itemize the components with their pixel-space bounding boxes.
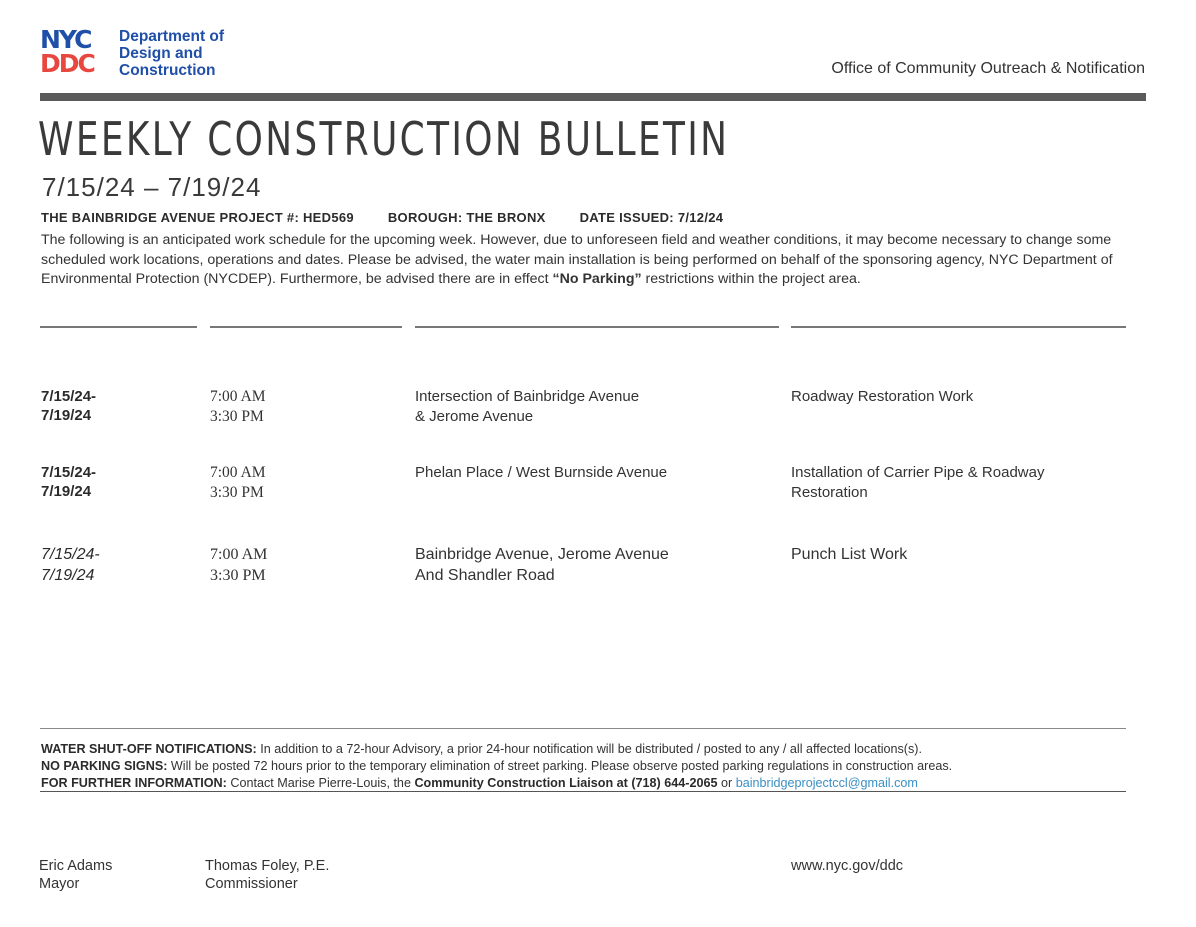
liaison-contact: Community Construction Liaison at (718) 644-2065	[414, 776, 718, 790]
date-start: 7/15/24-	[41, 388, 97, 405]
location-line: Bainbridge Avenue, Jerome Avenue	[415, 546, 669, 563]
work-line: Installation of Carrier Pipe & Roadway	[791, 464, 1045, 481]
footer-mayor	[39, 857, 112, 893]
water-shutoff-notice	[41, 741, 952, 758]
date-end: 7/19/24	[41, 567, 95, 584]
location-line: & Jerome Avenue	[415, 407, 534, 425]
schedule-work	[791, 544, 1121, 565]
date-start: 7/15/24-	[41, 546, 100, 563]
footer-commissioner	[205, 857, 329, 893]
schedule-hours	[210, 387, 266, 427]
mayor-title: Mayor	[39, 876, 80, 892]
schedule-dates	[41, 544, 100, 586]
notices-bottom-divider	[40, 791, 1126, 792]
date-issued: DATE ISSUED: 7/12/24	[579, 210, 724, 225]
location-line: Phelan Place / West Burnside Avenue	[415, 464, 668, 481]
logo-ddc-text: DDC	[40, 49, 94, 78]
schedule-dates	[41, 387, 96, 425]
project-info-line	[41, 210, 753, 225]
logo-mark	[40, 25, 110, 78]
schedule-location	[415, 387, 765, 426]
location-line: Intersection of Bainbridge Avenue	[415, 388, 640, 405]
column-rule-time	[210, 326, 402, 328]
further-info-text: Contact Marise Pierre-Louis, the	[226, 776, 415, 790]
logo-agency-name	[119, 28, 224, 79]
no-parking-notice	[41, 758, 952, 775]
schedule-location	[415, 544, 765, 586]
no-parking-text: Will be posted 72 hours prior to the temporary elimination of street parking. Please observe posted parking regulations in construction areas.	[167, 759, 953, 773]
no-parking-label: NO PARKING SIGNS:	[41, 759, 168, 773]
column-rule-location	[415, 326, 779, 328]
header-divider	[40, 93, 1146, 101]
date-end: 7/19/24	[41, 407, 92, 424]
schedule-location	[415, 463, 765, 483]
schedule-dates	[41, 463, 96, 501]
column-rule-date	[40, 326, 197, 328]
time-end: 3:30 PM	[210, 408, 264, 425]
website-link[interactable]: www.nyc.gov/ddc	[791, 858, 904, 874]
time-start: 7:00 AM	[210, 546, 268, 563]
work-line: Roadway Restoration Work	[791, 388, 974, 405]
mayor-name: Eric Adams	[39, 858, 113, 874]
further-info-or: or	[717, 776, 736, 790]
logo-nyc-text: NYC	[40, 25, 91, 54]
time-start: 7:00 AM	[210, 464, 266, 481]
bulletin-title: WEEKLY CONSTRUCTION BULLETIN	[38, 112, 730, 166]
date-end: 7/19/24	[41, 483, 92, 500]
work-line: Restoration	[791, 483, 868, 501]
date-start: 7/15/24-	[41, 464, 97, 481]
schedule-hours	[210, 544, 267, 586]
schedule-work	[791, 463, 1121, 502]
schedule-work	[791, 387, 1121, 407]
logo-line-2: Design and	[119, 45, 203, 62]
project-number: THE BAINBRIDGE AVENUE PROJECT #: HED569	[41, 210, 354, 225]
water-shutoff-label: WATER SHUT-OFF NOTIFICATIONS:	[41, 742, 257, 756]
column-rule-work	[791, 326, 1126, 328]
bulletin-date-range: 7/15/24 – 7/19/24	[42, 172, 262, 202]
liaison-email-link[interactable]: bainbridgeprojectccl@gmail.com	[735, 776, 918, 790]
intro-text-after: restrictions within the project area.	[641, 271, 861, 287]
location-line: And Shandler Road	[415, 567, 555, 584]
commissioner-name: Thomas Foley, P.E.	[205, 858, 330, 874]
work-line: Punch List Work	[791, 546, 908, 563]
logo-line-3: Construction	[119, 62, 216, 79]
footer-website	[791, 857, 903, 875]
intro-paragraph	[41, 231, 1121, 290]
water-shutoff-text: In addition to a 72-hour Advisory, a prior 24-hour notification will be distributed / posted to any / all affected locations(s).	[256, 742, 922, 756]
schedule-hours	[210, 463, 266, 503]
time-end: 3:30 PM	[210, 484, 264, 501]
further-info-label: FOR FURTHER INFORMATION:	[41, 776, 227, 790]
notices-top-divider	[40, 728, 1126, 729]
time-start: 7:00 AM	[210, 388, 266, 405]
commissioner-title: Commissioner	[205, 876, 298, 892]
intro-text-before: The following is an anticipated work schedule for the upcoming week. However, due to unforeseen field and weather conditions, it may become necessary to change some scheduled work locations, operations and dates. Please be advised, the water main installation is being performed on behalf of the sponsoring agency, NYC Department of Environmental Protection (NYCDEP). Furthermore, be advised there are in effect	[41, 232, 1113, 287]
project-borough: BOROUGH: THE BRONX	[387, 210, 546, 225]
intro-no-parking: “No Parking”	[552, 271, 642, 287]
notices-block	[41, 741, 952, 792]
logo-line-1: Department of	[119, 28, 225, 45]
office-name: Office of Community Outreach & Notification	[831, 60, 1145, 77]
time-end: 3:30 PM	[210, 567, 266, 584]
further-info-notice	[41, 775, 952, 792]
nyc-ddc-logo	[40, 25, 240, 79]
